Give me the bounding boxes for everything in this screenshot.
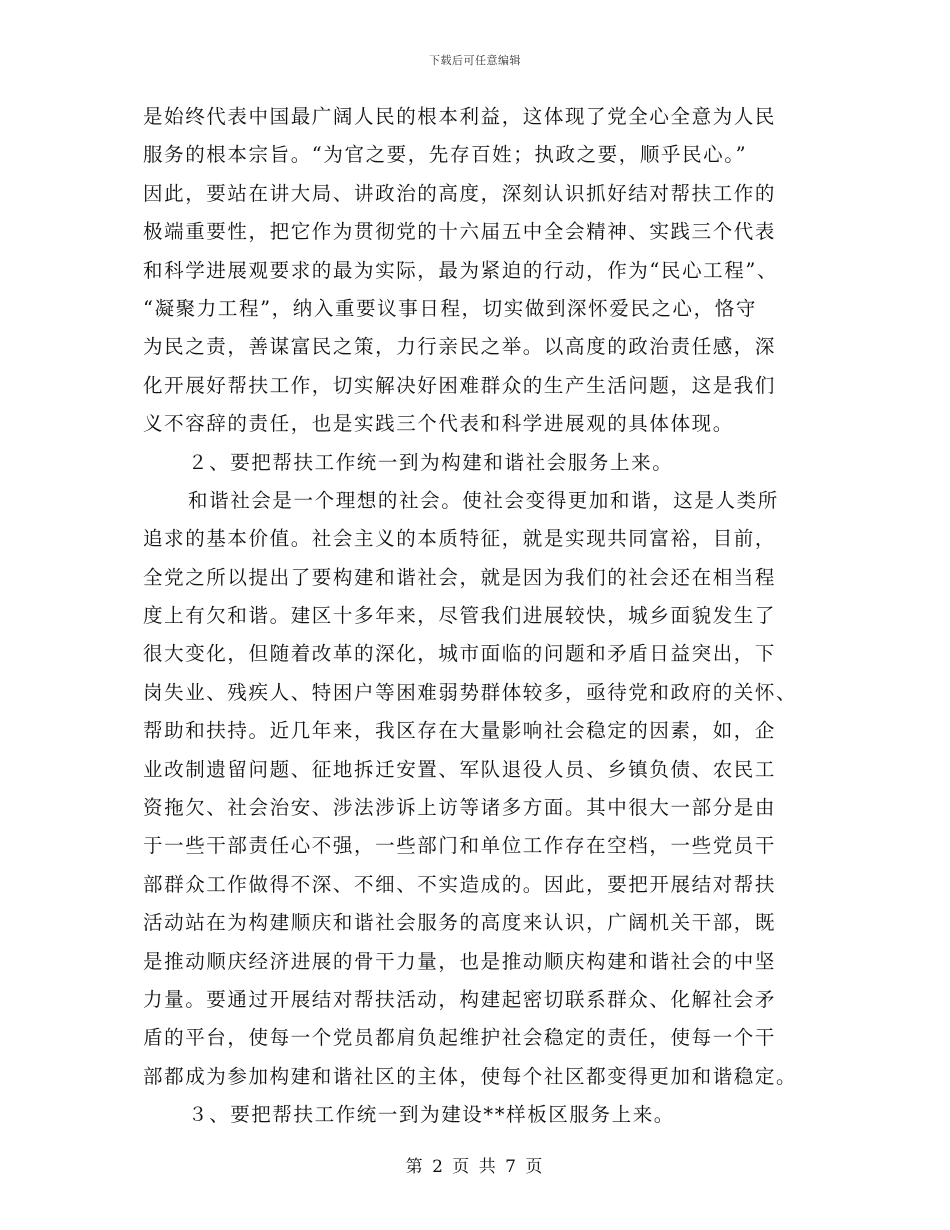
text-line: 岗失业、残疾人、特困户等困难弱势群体较多，亟待党和政府的关怀、 xyxy=(143,680,798,704)
text-line: 部群众工作做得不深、不细、不实造成的。因此，要把开展结对帮扶 xyxy=(143,872,777,896)
text-line: 因此，要站在讲大局、讲政治的高度，深刻认识抓好结对帮扶工作的 xyxy=(143,181,777,205)
text-line: 力量。要通过开展结对帮扶活动，构建起密切联系群众、化解社会矛 xyxy=(143,987,777,1011)
text-line: 化开展好帮扶工作，切实解决好困难群众的生产生活问题，这是我们 xyxy=(143,373,777,397)
text-line: 部都成为参加构建和谐社区的主体，使每个社区都变得更加和谐稳定。 xyxy=(143,1064,798,1088)
text-line: 是始终代表中国最广阔人民的根本利益，这体现了党全心全意为人民 xyxy=(143,105,777,128)
text-line: 于一些干部责任心不强，一些部门和单位工作存在空档，一些党员干 xyxy=(143,834,777,858)
text-line: 追求的基本价值。社会主义的本质特征，就是实现共同富裕，目前， xyxy=(143,527,777,551)
text-line: 极端重要性，把它作为贯彻党的十六届五中全会精神、实践三个代表 xyxy=(143,220,777,244)
text-line: 义不容辞的责任，也是实践三个代表和科学进展观的具体体现。 xyxy=(143,412,734,436)
text-line: 很大变化，但随着改革的深化，城市面临的问题和矛盾日益突出，下 xyxy=(143,642,777,666)
text-line: 全党之所以提出了要构建和谐社会，就是因为我们的社会还在相当程 xyxy=(143,565,777,589)
document-body xyxy=(143,98,813,1135)
text-line: 盾的平台，使每一个党员都肩负起维护社会稳定的责任，使每一个干 xyxy=(143,1026,777,1050)
page-number: 第 2 页 共 7 页 xyxy=(405,1157,545,1177)
text-line: 服务的根本宗旨。“为官之要，先存百姓；执政之要，顺乎民心。” xyxy=(143,143,748,167)
header-note: 下载后可任意编辑 xyxy=(429,54,521,67)
text-line: 度上有欠和谐。建区十多年来，尽管我们进展较快，城乡面貌发生了 xyxy=(143,604,777,628)
text-line: 资拖欠、社会治安、涉法涉诉上访等诸多方面。其中很大一部分是由 xyxy=(143,796,777,820)
section-heading: ３、要把帮扶工作统一到为建设**样板区服务上来。 xyxy=(188,1103,675,1127)
text-line: 业改制遗留问题、征地拆迁安置、军队退役人员、乡镇负债、农民工 xyxy=(143,757,777,781)
text-line: 和科学进展观要求的最为实际，最为紧迫的行动，作为“民心工程”、 xyxy=(143,258,779,282)
text-line: 活动站在为构建顺庆和谐社会服务的高度来认识，广阔机关干部，既 xyxy=(143,911,777,935)
text-line: 帮助和扶持。近几年来，我区存在大量影响社会稳定的因素，如，企 xyxy=(143,719,777,743)
section-heading: ２、要把帮扶工作统一到为构建和谐社会服务上来。 xyxy=(188,450,674,474)
text-line: 为民之责，善谋富民之策，力行亲民之举。以高度的政治责任感，深 xyxy=(143,335,777,359)
text-line: 是推动顺庆经济进展的骨干力量，也是推动顺庆构建和谐社会的中坚 xyxy=(143,949,777,973)
text-line: 和谐社会是一个理想的社会。使社会变得更加和谐，这是人类所 xyxy=(188,488,779,512)
text-line: “凝聚力工程”，纳入重要议事日程，切实做到深怀爱民之心，恪守 xyxy=(143,296,757,320)
